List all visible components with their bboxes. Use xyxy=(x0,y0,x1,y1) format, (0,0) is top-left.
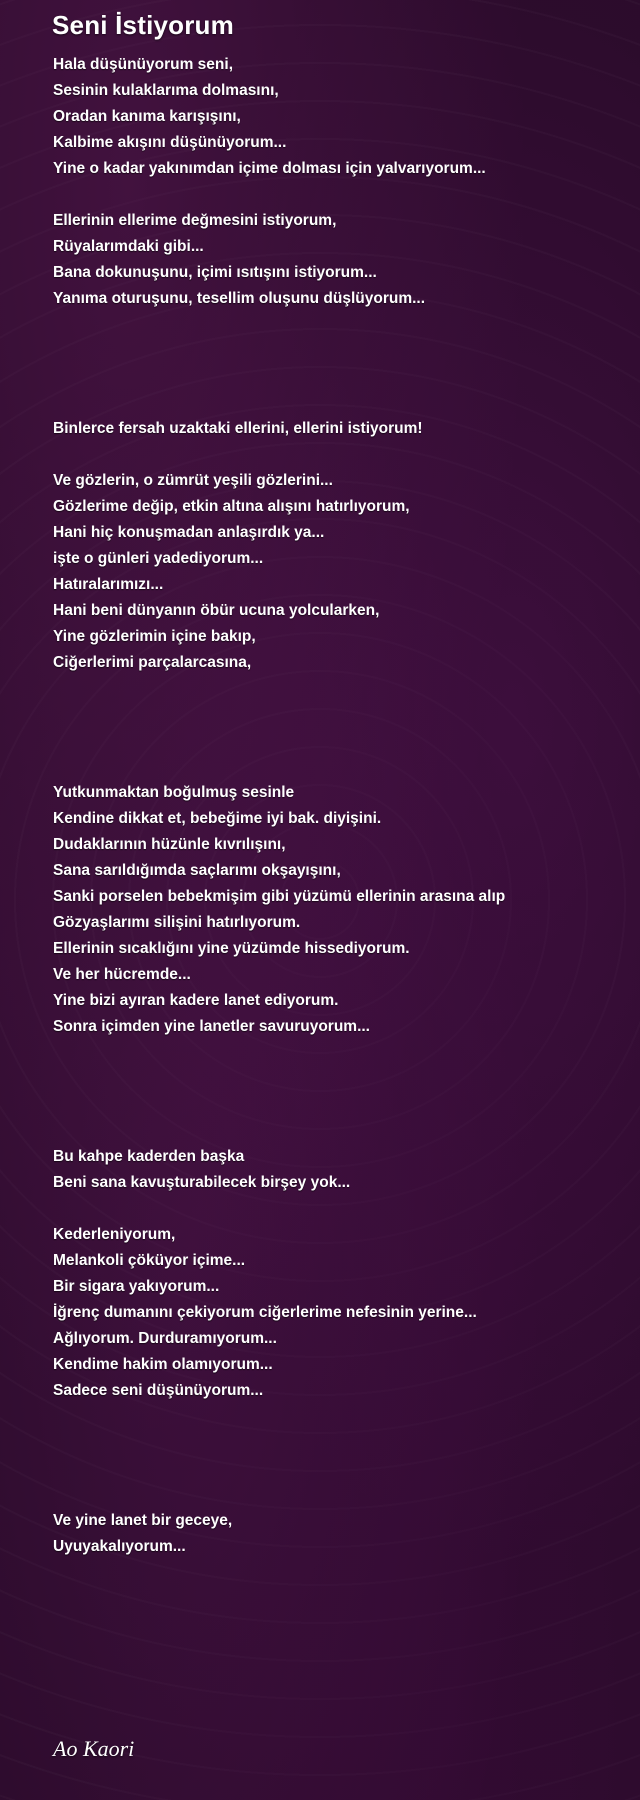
poem-line: Ve yine lanet bir geceye, xyxy=(53,1512,233,1529)
poem-line: Gözlerime değip, etkin altına alışını hatırlıyorum, xyxy=(53,498,410,515)
poem-line: Yutkunmaktan boğulmuş sesinle xyxy=(53,784,295,801)
stanza-gap xyxy=(53,1404,623,1508)
poem-line: Kederleniyorum, xyxy=(53,1226,176,1243)
poem-line: Gözyaşlarımı silişini hatırlıyorum. xyxy=(53,914,301,931)
poem-line: Bu kahpe kaderden başka xyxy=(53,1148,245,1165)
poem-line: Hala düşünüyorum seni, xyxy=(53,56,234,73)
poem-line: Beni sana kavuşturabilecek birşey yok... xyxy=(53,1174,351,1191)
poem-line: Melankoli çöküyor içime... xyxy=(53,1252,246,1269)
poem-line: Sonra içimden yine lanetler savuruyorum... xyxy=(53,1018,370,1035)
poem-stanza xyxy=(53,780,623,1040)
poem-line: Ellerinin ellerime değmesini istiyorum, xyxy=(53,212,337,229)
poem-line: Sesinin kulaklarıma dolmasını, xyxy=(53,82,279,99)
poem-line: Oradan kanıma karışışını, xyxy=(53,108,241,125)
poem-line: Uyuyakalıyorum... xyxy=(53,1538,186,1555)
poem-line: Dudaklarının hüzünle kıvrılışını, xyxy=(53,836,286,853)
poem-line: Yine bizi ayıran kadere lanet ediyorum. xyxy=(53,992,339,1009)
poem-line: Binlerce fersah uzaktaki ellerini, ellerini istiyorum! xyxy=(53,420,423,437)
poem-line: Sana sarıldığımda saçlarımı okşayışını, xyxy=(53,862,341,879)
poem-stanza xyxy=(53,1222,623,1404)
poem-line: Yine gözlerimin içine bakıp, xyxy=(53,628,256,645)
poem-line: Ellerinin sıcaklığını yine yüzümde hissediyorum. xyxy=(53,940,410,957)
poem-line: Kendime hakim olamıyorum... xyxy=(53,1356,273,1373)
stanza-gap xyxy=(53,676,623,780)
poem-line: Ağlıyorum. Durduramıyorum... xyxy=(53,1330,277,1347)
poem-stanza xyxy=(53,1144,623,1196)
poem-stanza xyxy=(53,468,623,676)
poem-line: Bana dokunuşunu, içimi ısıtışını istiyorum... xyxy=(53,264,377,281)
poem-stanza xyxy=(53,208,623,312)
poem-line: Sadece seni düşünüyorum... xyxy=(53,1382,264,1399)
poem-line: Kendine dikkat et, bebeğime iyi bak. diyişini. xyxy=(53,810,382,827)
poem-stanza xyxy=(53,416,623,442)
poem-line: Hani hiç konuşmadan anlaşırdık ya... xyxy=(53,524,325,541)
poem-line: Hatıralarımızı... xyxy=(53,576,164,593)
poem-body xyxy=(53,52,623,1560)
poem-line: Bir sigara yakıyorum... xyxy=(53,1278,220,1295)
poem-line: Ve gözlerin, o zümrüt yeşili gözlerini... xyxy=(53,472,333,489)
poem-line: Ve her hücremde... xyxy=(53,966,191,983)
poem-line: Ciğerlerimi parçalarcasına, xyxy=(53,654,252,671)
stanza-gap xyxy=(53,312,623,416)
poem-line: Yine o kadar yakınımdan içime dolması için yalvarıyorum... xyxy=(53,160,486,177)
poem-line: İğrenç dumanını çekiyorum ciğerlerime nefesinin yerine... xyxy=(53,1304,477,1321)
poem-stanza xyxy=(53,1508,623,1560)
stanza-gap xyxy=(53,182,623,208)
poem-author: Ao Kaori xyxy=(53,1736,135,1761)
poem-stanza xyxy=(53,52,623,182)
stanza-gap xyxy=(53,442,623,468)
poem-line: Sanki porselen bebekmişim gibi yüzümü ellerinin arasına alıp xyxy=(53,888,506,905)
stanza-gap xyxy=(53,1040,623,1144)
stanza-gap xyxy=(53,1196,623,1222)
poem-title: Seni İstiyorum xyxy=(52,10,234,40)
poem-line: işte o günleri yadediyorum... xyxy=(53,550,264,567)
poem-line: Hani beni dünyanın öbür ucuna yolcularken, xyxy=(53,602,380,619)
poem-line: Kalbime akışını düşünüyorum... xyxy=(53,134,287,151)
poem-line: Yanıma oturuşunu, tesellim oluşunu düşlüyorum... xyxy=(53,290,426,307)
poem-line: Rüyalarımdaki gibi... xyxy=(53,238,204,255)
